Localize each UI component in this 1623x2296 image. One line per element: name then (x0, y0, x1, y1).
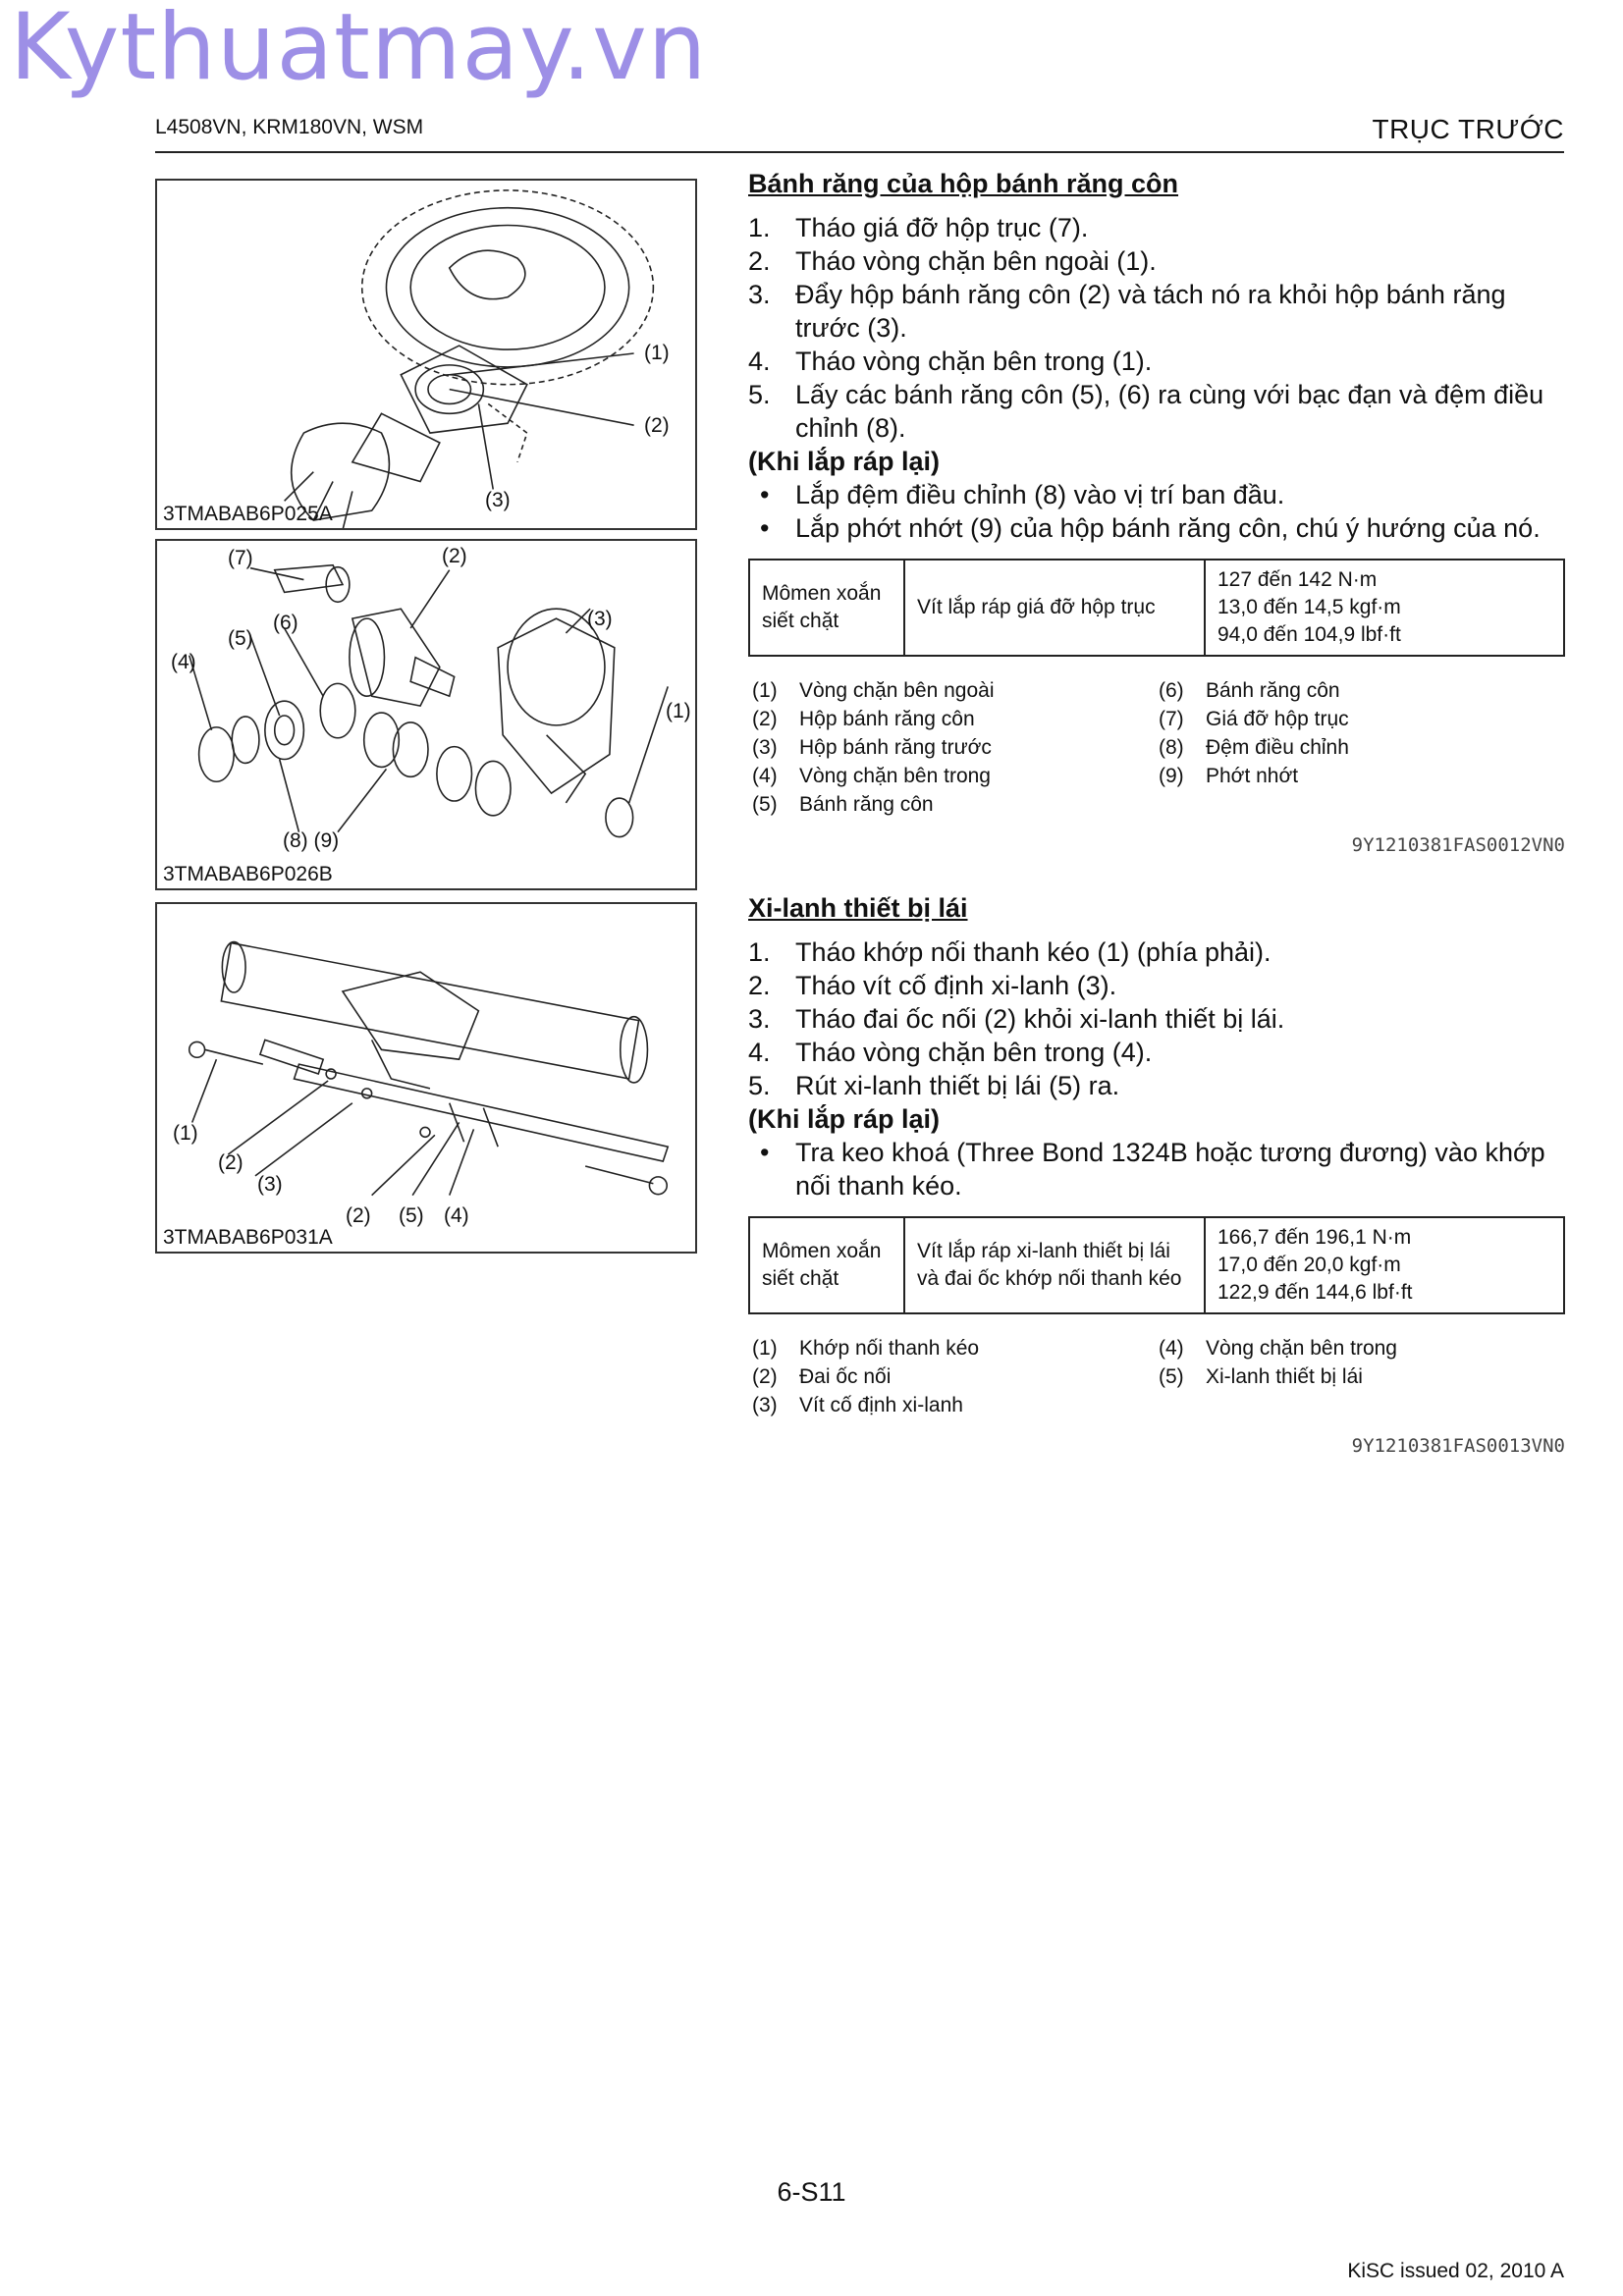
step-item: 5. Rút xi-lanh thiết bị lái (5) ra. (748, 1071, 1120, 1100)
figure-label: (3) (485, 489, 511, 511)
torque-label: Mômen xoắn siết chặt (749, 560, 904, 656)
reassembly-list (748, 1136, 1565, 1202)
figure-label: (3) (257, 1173, 283, 1196)
torque-label: Mômen xoắn siết chặt (749, 1217, 904, 1313)
section-steering-cylinder (748, 893, 1565, 1457)
legend-item: (4) Vòng chặn bên trong (1159, 1337, 1397, 1360)
section-title: Xi-lanh thiết bị lái (748, 893, 968, 923)
page-number: 6-S11 (777, 2177, 846, 2207)
figure-label: (2) (346, 1204, 371, 1227)
issue-note: KiSC issued 02, 2010 A (1347, 2260, 1564, 2282)
figure-steering-cylinder (155, 902, 697, 1254)
legend-item: (1) Vòng chặn bên ngoài (752, 679, 995, 702)
figure-steering-cylinder-drawing (157, 904, 695, 1252)
figure-exploded-gears (155, 539, 697, 890)
figure-label: (4) (171, 651, 196, 673)
figure-label: (1) (173, 1122, 198, 1145)
legend-item: (5) Bánh răng côn (752, 793, 934, 816)
torque-table (748, 559, 1565, 657)
legend-item: (5) Xi-lanh thiết bị lái (1159, 1365, 1363, 1388)
figure-bevel-gear-case (155, 179, 697, 530)
reassembly-item: • Lắp phớt nhớt (9) của hộp bánh răng côn, chú ý hướng của nó. (748, 511, 1565, 545)
parts-legend (748, 1334, 1565, 1419)
figure-code: 3TMABAB6P031A (163, 1226, 333, 1249)
reassembly-heading: (Khi lắp ráp lại) (748, 1104, 941, 1134)
step-item: 4. Tháo vòng chặn bên trong (4). (748, 1038, 1153, 1067)
section-bevel-gear (748, 169, 1565, 856)
figure-label: (3) (587, 608, 613, 630)
legend-item: (9) Phớt nhớt (1159, 765, 1299, 787)
figure-bevel-gear-case-drawing (157, 181, 695, 528)
legend-item: (3) Hộp bánh răng trước (752, 736, 992, 759)
figure-label: (5) (228, 627, 253, 650)
figure-label: (5) (399, 1204, 424, 1227)
step-item: 4. Tháo vòng chặn bên trong (1). (748, 347, 1153, 376)
reassembly-heading: (Khi lắp ráp lại) (748, 447, 941, 476)
header-models: L4508VN, KRM180VN, WSM (155, 116, 424, 138)
step-item: 3. Đẩy hộp bánh răng côn (2) và tách nó ra khỏi hộp bánh răng trước (3). (748, 280, 1506, 343)
torque-values: 166,7 đến 196,1 N·m 17,0 đến 20,0 kgf·m 122,9 đến 144,6 lbf·ft (1205, 1217, 1564, 1313)
figure-label: (1) (666, 700, 691, 722)
header-rule (155, 151, 1564, 153)
reassembly-item: • Lắp đệm điều chỉnh (8) vào vị trí ban đầu. (748, 478, 1565, 511)
torque-values: 127 đến 142 N·m 13,0 đến 14,5 kgf·m 94,0 đến 104,9 lbf·ft (1205, 560, 1564, 656)
figure-label: (4) (444, 1204, 469, 1227)
watermark: Kythuatmay.vn (10, 0, 708, 101)
reassembly-item: • Tra keo khoá (Three Bond 1324B hoặc tương đương) vào khớp nối thanh kéo. (748, 1136, 1565, 1202)
step-item: 5. Lấy các bánh răng côn (5), (6) ra cùng với bạc đạn và đệm điều chỉnh (8). (748, 380, 1544, 443)
step-list (748, 211, 1565, 445)
legend-item: (4) Vòng chặn bên trong (752, 765, 991, 787)
figure-label: (6) (273, 612, 298, 634)
torque-table (748, 1216, 1565, 1314)
legend-item: (7) Giá đỡ hộp trục (1159, 708, 1349, 730)
figure-label: (8) (9) (283, 829, 340, 852)
step-item: 2. Tháo vòng chặn bên ngoài (1). (748, 246, 1157, 276)
legend-item: (3) Vít cố định xi-lanh (752, 1394, 963, 1416)
section-title: Bánh răng của hộp bánh răng côn (748, 169, 1179, 198)
legend-item: (2) Hộp bánh răng côn (752, 708, 975, 730)
figure-label: (2) (644, 414, 670, 437)
legend-item: (2) Đai ốc nối (752, 1365, 892, 1388)
torque-item: Vít lắp ráp giá đỡ hộp trục (904, 560, 1205, 656)
figure-exploded-gears-drawing (157, 541, 695, 888)
step-item: 1. Tháo giá đỡ hộp trục (7). (748, 213, 1089, 242)
figure-label: (7) (228, 547, 253, 569)
figure-code: 3TMABAB6P026B (163, 863, 333, 885)
torque-item: Vít lắp ráp xi-lanh thiết bị lái và đai ốc khớp nối thanh kéo (904, 1217, 1205, 1313)
step-item: 3. Tháo đai ốc nối (2) khỏi xi-lanh thiết bị lái. (748, 1004, 1285, 1034)
step-item: 1. Tháo khớp nối thanh kéo (1) (phía phải). (748, 937, 1271, 967)
figure-code: 3TMABAB6P025A (163, 503, 333, 525)
legend-item: (6) Bánh răng côn (1159, 679, 1340, 702)
legend-item: (8) Đệm điều chỉnh (1159, 736, 1349, 759)
document-id: 9Y1210381FAS0012VN0 (1351, 834, 1565, 856)
legend-item: (1) Khớp nối thanh kéo (752, 1337, 980, 1360)
step-item: 2. Tháo vít cố định xi-lanh (3). (748, 971, 1117, 1000)
figure-label: (2) (218, 1151, 243, 1174)
document-id: 9Y1210381FAS0013VN0 (1351, 1435, 1565, 1457)
header-chapter: TRỤC TRƯỚC (1372, 114, 1564, 144)
parts-legend (748, 676, 1565, 819)
reassembly-list (748, 478, 1565, 545)
figure-label: (2) (442, 545, 467, 567)
step-list (748, 935, 1565, 1102)
figure-label: (1) (644, 342, 670, 364)
